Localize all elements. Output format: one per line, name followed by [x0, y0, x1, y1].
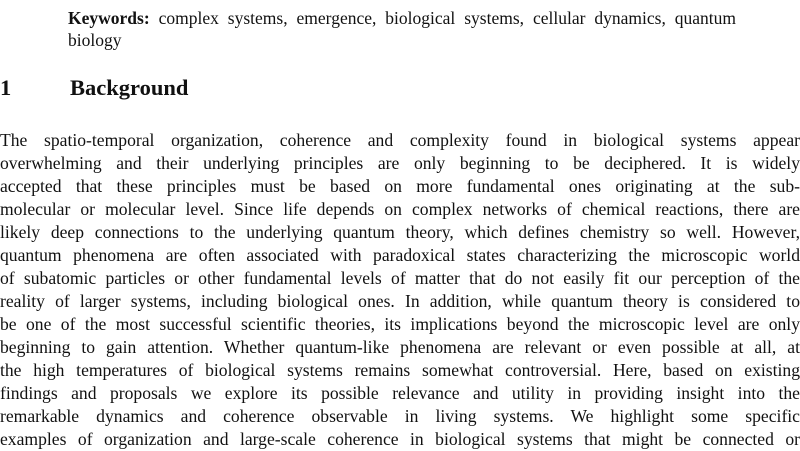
paragraph-line: the high temperatures of biological systems remains somewhat controversial. Here, based on existing: [0, 360, 800, 380]
paragraph-line: molecular or molecular level. Since life depends on complex networks of chemical reactions, there are: [0, 199, 800, 219]
paragraph-line: beginning to gain attention. Whether quantum-like phenomena are relevant or even possible at all, at: [0, 337, 800, 357]
paragraph-line: findings and proposals we explore its possible relevance and utility in providing insight into the: [0, 383, 800, 403]
paragraph-line: remarkable dynamics and coherence observable in living systems. We highlight some specific: [0, 406, 800, 426]
paragraph-line: accepted that these principles must be based on more fundamental ones originating at the sub-: [0, 176, 800, 196]
body-paragraph: [0, 129, 800, 451]
keywords-label: Keywords:: [68, 8, 150, 28]
section-number: 1: [0, 75, 12, 100]
section-heading: [0, 74, 188, 102]
paragraph-line: examples of organization and large-scale coherence in biological systems that might be connected or: [0, 429, 800, 449]
paragraph-line: overwhelming and their underlying principles are only beginning to be deciphered. It is widely: [0, 153, 800, 173]
section-title: Background: [70, 75, 189, 100]
paragraph-line: The spatio-temporal organization, coherence and complexity found in biological systems appear: [0, 130, 800, 150]
paragraph-line: of subatomic particles or other fundamental levels of matter that do not easily fit our perception of the: [0, 268, 800, 288]
keywords-paragraph: [68, 7, 736, 51]
keywords-text: complex systems, emergence, biological systems, cellular dynamics, quantum biology: [68, 8, 736, 50]
paragraph-line: be one of the most successful scientific theories, its implications beyond the microscopic level are only: [0, 314, 800, 334]
paragraph-line: likely deep connections to the underlying quantum theory, which defines chemistry so well. However,: [0, 222, 800, 242]
paragraph-line: reality of larger systems, including biological ones. In addition, while quantum theory is considered to: [0, 291, 800, 311]
paragraph-line: quantum phenomena are often associated with paradoxical states characterizing the microscopic world: [0, 245, 800, 265]
